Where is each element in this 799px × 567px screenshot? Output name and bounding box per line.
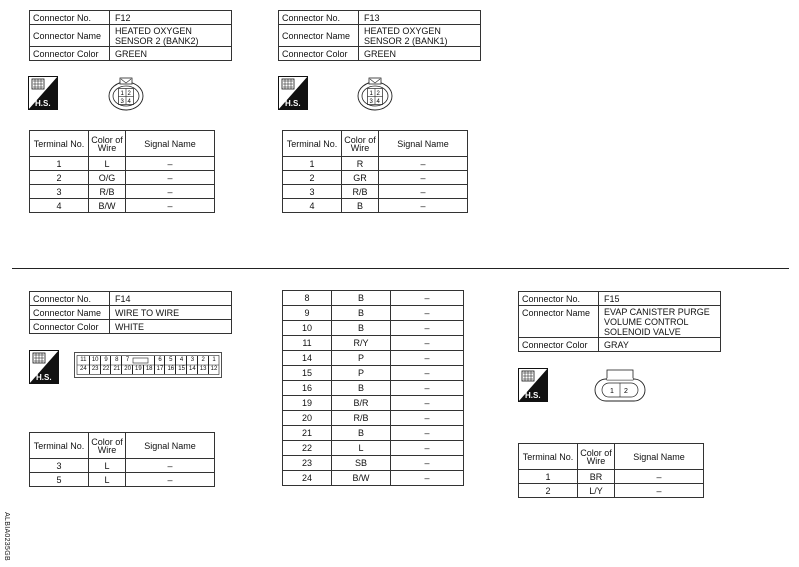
wire-color-cell: B/W bbox=[89, 199, 126, 213]
wire-color-cell: SB bbox=[332, 456, 391, 471]
pin-1-label: 1 bbox=[610, 388, 614, 395]
signal-name-cell: – bbox=[379, 157, 468, 171]
color-of-wire-header bbox=[89, 433, 126, 459]
connector-color-value: GREEN bbox=[110, 47, 232, 61]
name-line-1: HEATED OXYGEN bbox=[364, 25, 441, 36]
table-row bbox=[283, 199, 468, 213]
wire-color-cell: L bbox=[332, 441, 391, 456]
wire-color-cell: B bbox=[342, 199, 379, 213]
f12-info-table bbox=[29, 10, 232, 61]
f12-terminal-table bbox=[29, 130, 215, 213]
connector-no-label: Connector No. bbox=[279, 11, 359, 25]
signal-name-cell: – bbox=[126, 171, 215, 185]
signal-name-cell: – bbox=[391, 366, 464, 381]
table-row bbox=[30, 171, 215, 185]
pin-1-label: 1 bbox=[369, 91, 373, 97]
table-row bbox=[283, 185, 468, 199]
connector-name-label: Connector Name bbox=[519, 306, 599, 338]
wire-color-cell: L bbox=[89, 459, 126, 473]
color-of-wire-line-1: Color of bbox=[91, 436, 123, 447]
terminal-cell: 15 bbox=[283, 366, 332, 381]
cavity-label: 19 bbox=[132, 365, 144, 374]
terminal-cell: 4 bbox=[30, 199, 89, 213]
connector-color-value: WHITE bbox=[110, 320, 232, 334]
pin-3-label: 3 bbox=[369, 99, 373, 105]
signal-name-cell: – bbox=[391, 291, 464, 306]
connector-color-label: Connector Color bbox=[279, 47, 359, 61]
connector-face-f12 bbox=[106, 76, 146, 112]
pin-2-label: 2 bbox=[624, 388, 628, 395]
connector-no-value: F14 bbox=[110, 292, 232, 306]
signal-name-cell: – bbox=[615, 470, 704, 484]
f13-terminal-table bbox=[282, 130, 468, 213]
wire-color-cell: P bbox=[332, 351, 391, 366]
signal-name-header: Signal Name bbox=[126, 433, 215, 459]
table-row bbox=[283, 351, 464, 366]
name-line-3: SOLENOID VALVE bbox=[604, 326, 681, 337]
signal-name-cell: – bbox=[391, 426, 464, 441]
color-of-wire-line-2: Wire bbox=[350, 142, 370, 153]
name-line-2: SENSOR 2 (BANK2) bbox=[115, 35, 199, 46]
cavity-label: 15 bbox=[175, 365, 187, 374]
cavity-label: 24 bbox=[80, 366, 87, 372]
cavity-label: 6 bbox=[154, 356, 166, 365]
connector-face-f15 bbox=[593, 368, 647, 404]
hs-label: H.S. bbox=[35, 99, 51, 108]
table-row bbox=[283, 471, 464, 486]
table-row bbox=[283, 381, 464, 396]
table-row bbox=[519, 470, 704, 484]
terminal-no-header: Terminal No. bbox=[283, 131, 342, 157]
wire-color-cell: B bbox=[332, 291, 391, 306]
connector-color-label: Connector Color bbox=[519, 338, 599, 352]
cavity-label: 7 bbox=[121, 356, 133, 365]
connector-face-f14 bbox=[74, 352, 222, 378]
hs-label: H.S. bbox=[285, 99, 301, 108]
wire-color-cell: P bbox=[332, 366, 391, 381]
table-row bbox=[283, 306, 464, 321]
pin-4-label: 4 bbox=[127, 99, 131, 105]
table-row bbox=[519, 484, 704, 498]
terminal-cell: 5 bbox=[30, 473, 89, 487]
wire-color-cell: GR bbox=[342, 171, 379, 185]
cavity-label: 14 bbox=[186, 365, 198, 374]
wire-color-cell: R bbox=[342, 157, 379, 171]
table-row bbox=[30, 459, 215, 473]
signal-name-cell: – bbox=[126, 185, 215, 199]
signal-name-cell: – bbox=[126, 199, 215, 213]
color-of-wire-header bbox=[89, 131, 126, 157]
color-of-wire-line-2: Wire bbox=[97, 444, 117, 455]
wire-color-cell: O/G bbox=[89, 171, 126, 185]
terminal-cell: 21 bbox=[283, 426, 332, 441]
wire-color-cell: B bbox=[332, 426, 391, 441]
wire-color-cell: R/B bbox=[342, 185, 379, 199]
table-row bbox=[30, 157, 215, 171]
cavity-label: 4 bbox=[175, 356, 187, 365]
wire-color-cell: B bbox=[332, 381, 391, 396]
cavity-label: 23 bbox=[89, 365, 101, 374]
table-row bbox=[283, 441, 464, 456]
connector-name-value bbox=[359, 25, 481, 47]
signal-name-cell: – bbox=[391, 306, 464, 321]
terminal-cell: 1 bbox=[283, 157, 342, 171]
wire-color-cell: L/Y bbox=[578, 484, 615, 498]
terminal-cell: 22 bbox=[283, 441, 332, 456]
terminal-cell: 1 bbox=[30, 157, 89, 171]
color-of-wire-header bbox=[342, 131, 379, 157]
signal-name-cell: – bbox=[391, 336, 464, 351]
cavity-label: 20 bbox=[121, 365, 133, 374]
connector-color-value: GREEN bbox=[359, 47, 481, 61]
signal-name-cell: – bbox=[391, 396, 464, 411]
table-row bbox=[283, 396, 464, 411]
wire-color-cell: L bbox=[89, 157, 126, 171]
terminal-cell: 19 bbox=[283, 396, 332, 411]
terminal-cell: 4 bbox=[283, 199, 342, 213]
harness-side-icon bbox=[518, 368, 548, 402]
table-row bbox=[30, 199, 215, 213]
signal-name-cell: – bbox=[391, 321, 464, 336]
connector-no-value: F15 bbox=[599, 292, 721, 306]
terminal-cell: 8 bbox=[283, 291, 332, 306]
connector-color-value: GRAY bbox=[599, 338, 721, 352]
terminal-cell: 24 bbox=[283, 471, 332, 486]
terminal-cell: 9 bbox=[283, 306, 332, 321]
signal-name-header: Signal Name bbox=[615, 444, 704, 470]
signal-name-cell: – bbox=[126, 473, 215, 487]
terminal-cell: 23 bbox=[283, 456, 332, 471]
name-line-2: VOLUME CONTROL bbox=[604, 316, 689, 327]
cavity-label: 12 bbox=[208, 365, 220, 374]
table-row bbox=[283, 171, 468, 185]
harness-side-icon bbox=[28, 76, 58, 110]
connector-name-label: Connector Name bbox=[279, 25, 359, 47]
table-row bbox=[283, 336, 464, 351]
name-line-1: EVAP CANISTER PURGE bbox=[604, 306, 710, 317]
table-row bbox=[283, 321, 464, 336]
wire-color-cell: B/R bbox=[332, 396, 391, 411]
f15-info-table bbox=[518, 291, 721, 352]
terminal-cell: 2 bbox=[519, 484, 578, 498]
harness-side-icon bbox=[278, 76, 308, 110]
cavity-label: 18 bbox=[143, 365, 155, 374]
cavity-label: 1 bbox=[208, 356, 220, 365]
name-line-2: SENSOR 2 (BANK1) bbox=[364, 35, 448, 46]
pin-4-label: 4 bbox=[376, 99, 380, 105]
connector-color-label: Connector Color bbox=[30, 47, 110, 61]
cavity-label: 2 bbox=[197, 356, 209, 365]
color-of-wire-line-1: Color of bbox=[344, 134, 376, 145]
connector-name-value bbox=[110, 25, 232, 47]
pin-2-label: 2 bbox=[127, 91, 131, 97]
signal-name-cell: – bbox=[391, 411, 464, 426]
signal-name-cell: – bbox=[379, 171, 468, 185]
signal-name-cell: – bbox=[391, 456, 464, 471]
signal-name-cell: – bbox=[379, 199, 468, 213]
table-row bbox=[30, 185, 215, 199]
f15-terminal-table bbox=[518, 443, 704, 498]
terminal-cell: 11 bbox=[283, 336, 332, 351]
f13-info-table bbox=[278, 10, 481, 61]
wire-color-cell: BR bbox=[578, 470, 615, 484]
cavity-label: 21 bbox=[110, 365, 122, 374]
wire-color-cell: R/B bbox=[332, 411, 391, 426]
section-divider bbox=[12, 268, 789, 269]
color-of-wire-line-2: Wire bbox=[586, 455, 606, 466]
wire-color-cell: L bbox=[89, 473, 126, 487]
wire-color-cell: B bbox=[332, 321, 391, 336]
cavity-label: 22 bbox=[100, 365, 112, 374]
connector-no-value: F12 bbox=[110, 11, 232, 25]
cavity-label: 16 bbox=[164, 365, 176, 374]
table-row bbox=[283, 426, 464, 441]
hs-label: H.S. bbox=[36, 373, 52, 382]
signal-name-cell: – bbox=[391, 351, 464, 366]
signal-name-header: Signal Name bbox=[126, 131, 215, 157]
wire-color-cell: R/B bbox=[89, 185, 126, 199]
cavity-label: 3 bbox=[186, 356, 198, 365]
cavity-label: 5 bbox=[164, 356, 176, 365]
color-of-wire-line-2: Wire bbox=[97, 142, 117, 153]
signal-name-cell: – bbox=[126, 157, 215, 171]
cavity-label: 11 bbox=[80, 356, 87, 363]
terminal-cell: 3 bbox=[283, 185, 342, 199]
terminal-no-header: Terminal No. bbox=[30, 433, 89, 459]
signal-name-cell: – bbox=[391, 381, 464, 396]
f14-info-table bbox=[29, 291, 232, 334]
connector-color-label: Connector Color bbox=[30, 320, 110, 334]
signal-name-cell: – bbox=[391, 441, 464, 456]
signal-name-header: Signal Name bbox=[379, 131, 468, 157]
connector-name-value bbox=[599, 306, 721, 338]
terminal-cell: 14 bbox=[283, 351, 332, 366]
cavity-label: 17 bbox=[154, 365, 166, 374]
terminal-cell: 3 bbox=[30, 185, 89, 199]
figure-id: ALBIA0235GB bbox=[2, 512, 10, 561]
terminal-cell: 16 bbox=[283, 381, 332, 396]
pin-3-label: 3 bbox=[120, 99, 124, 105]
cavity-label: 10 bbox=[89, 356, 101, 365]
terminal-cell: 1 bbox=[519, 470, 578, 484]
pin-1-label: 1 bbox=[120, 91, 124, 97]
wire-color-cell: R/Y bbox=[332, 336, 391, 351]
terminal-cell: 3 bbox=[30, 459, 89, 473]
table-row bbox=[283, 366, 464, 381]
cavity-label: 9 bbox=[100, 356, 112, 365]
connector-name-value: WIRE TO WIRE bbox=[110, 306, 232, 320]
terminal-cell: 20 bbox=[283, 411, 332, 426]
terminal-cell: 2 bbox=[283, 171, 342, 185]
f14-terminal-table bbox=[29, 432, 215, 487]
wire-color-cell: B bbox=[332, 306, 391, 321]
connector-no-value: F13 bbox=[359, 11, 481, 25]
color-of-wire-line-1: Color of bbox=[91, 134, 123, 145]
signal-name-cell: – bbox=[126, 459, 215, 473]
table-row bbox=[283, 456, 464, 471]
table-row bbox=[30, 473, 215, 487]
harness-side-icon bbox=[29, 350, 59, 384]
hs-label: H.S. bbox=[525, 391, 541, 400]
terminal-cell: 2 bbox=[30, 171, 89, 185]
pin-2-label: 2 bbox=[376, 91, 380, 97]
cavity-label: 8 bbox=[110, 356, 122, 365]
signal-name-cell: – bbox=[379, 185, 468, 199]
cavity-label: 13 bbox=[197, 365, 209, 374]
connector-no-label: Connector No. bbox=[519, 292, 599, 306]
connector-face-f13 bbox=[355, 76, 395, 112]
table-row bbox=[283, 411, 464, 426]
color-of-wire-header bbox=[578, 444, 615, 470]
table-row bbox=[283, 157, 468, 171]
connector-name-label: Connector Name bbox=[30, 306, 110, 320]
connector-no-label: Connector No. bbox=[30, 292, 110, 306]
signal-name-cell: – bbox=[615, 484, 704, 498]
name-line-1: HEATED OXYGEN bbox=[115, 25, 192, 36]
connector-no-label: Connector No. bbox=[30, 11, 110, 25]
signal-name-cell: – bbox=[391, 471, 464, 486]
terminal-no-header: Terminal No. bbox=[519, 444, 578, 470]
color-of-wire-line-1: Color of bbox=[580, 447, 612, 458]
connector-name-label: Connector Name bbox=[30, 25, 110, 47]
f14-terminal-table-continued bbox=[282, 290, 464, 486]
wire-color-cell: B/W bbox=[332, 471, 391, 486]
terminal-cell: 10 bbox=[283, 321, 332, 336]
terminal-no-header: Terminal No. bbox=[30, 131, 89, 157]
table-row bbox=[283, 291, 464, 306]
